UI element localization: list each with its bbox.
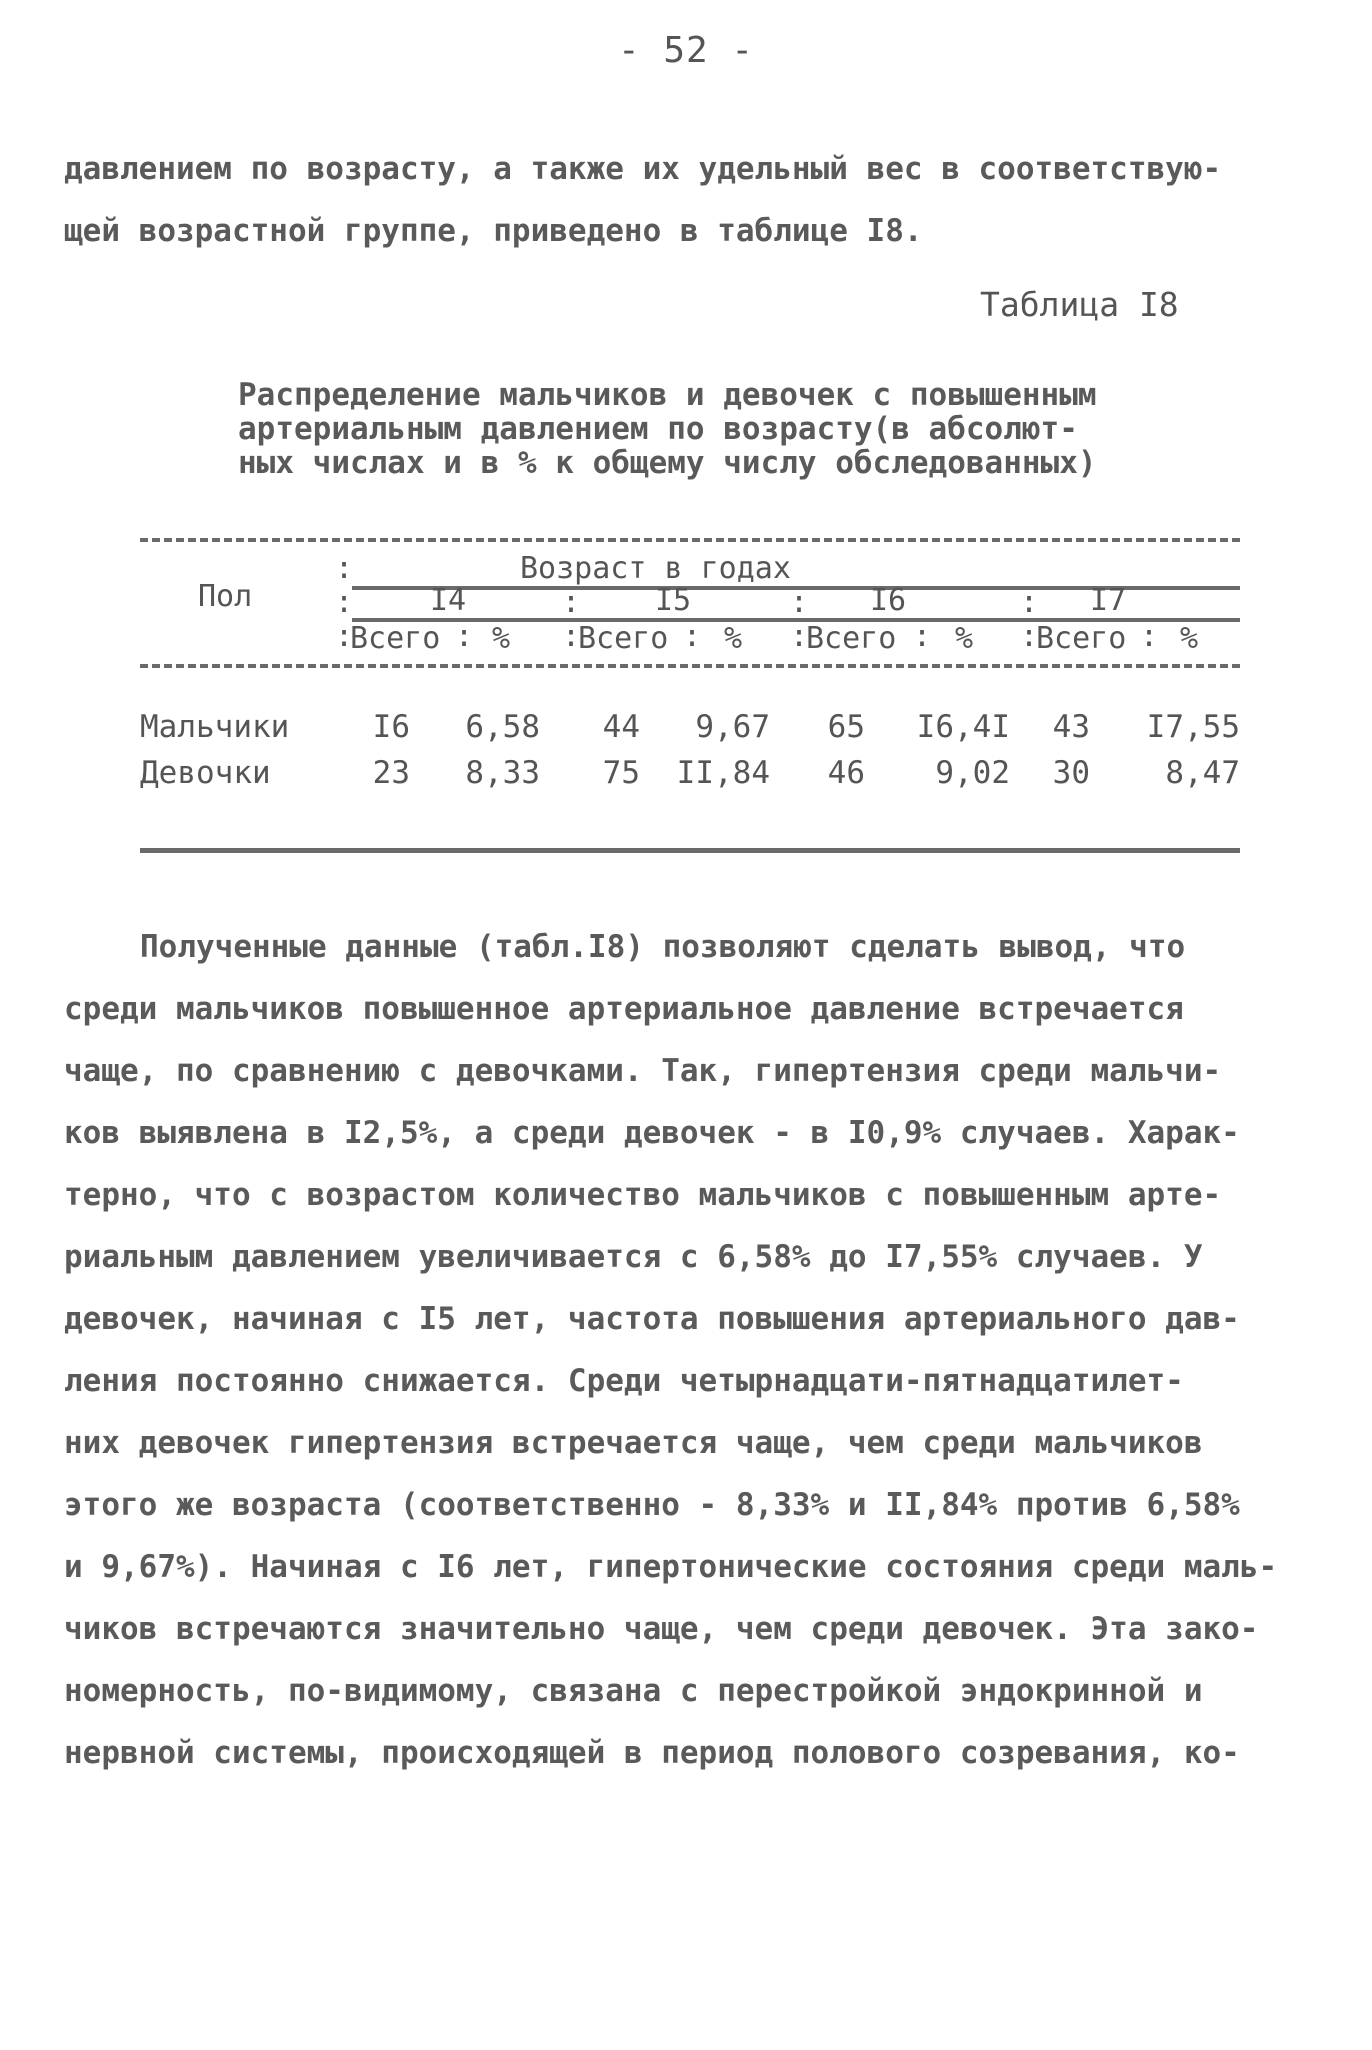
- table-cell: 23: [372, 755, 410, 791]
- body-line: этого же возраста (соответственно - 8,33% и II,84% против 6,58%: [64, 1487, 1240, 1523]
- table-cell: I6: [372, 709, 410, 745]
- header-bottom-rule: [140, 664, 1240, 668]
- subheader-total: Всего: [578, 621, 669, 656]
- group-header: Возраст в годах: [520, 551, 791, 586]
- body-line: нервной системы, происходящей в период полового созревания, ко-: [64, 1735, 1240, 1771]
- table-top-rule: [140, 538, 1240, 542]
- age-header-17: I7: [1090, 583, 1127, 618]
- table-cell: 9,67: [695, 709, 770, 745]
- table-label: Таблица I8: [980, 285, 1179, 324]
- subheader-total: Всего: [806, 621, 897, 656]
- table-cell: I6,4I: [916, 709, 1010, 745]
- subheader-pct: %: [492, 621, 511, 656]
- column-separator: :: [1140, 619, 1159, 654]
- table-cell: 75: [602, 755, 640, 791]
- row-label-boys: Мальчики: [140, 709, 290, 745]
- column-separator: :: [1020, 585, 1039, 620]
- intro-line: щей возрастной группе, приведено в таблице I8.: [64, 213, 923, 249]
- body-line: среди мальчиков повышенное артериальное давление встречается: [64, 991, 1184, 1027]
- body-line: чаще, по сравнению с девочками. Так, гипертензия среди мальчи-: [64, 1053, 1222, 1089]
- body-line: риальным давлением увеличивается с 6,58% до I7,55% случаев. У: [64, 1239, 1203, 1275]
- subheader-pct: %: [724, 621, 743, 656]
- column-separator: :: [790, 619, 809, 654]
- column-separator: :: [562, 619, 581, 654]
- body-line: ления постоянно снижается. Среди четырнадцати-пятнадцатилет-: [64, 1363, 1184, 1399]
- age-header-15: I5: [655, 583, 692, 618]
- column-separator: :: [1020, 619, 1039, 654]
- body-line: номерность, по-видимому, связана с перестройкой эндокринной и: [64, 1673, 1203, 1709]
- page-number: - 52 -: [617, 30, 755, 71]
- table-cell: I7,55: [1146, 709, 1240, 745]
- body-line: Полученные данные (табл.I8) позволяют сделать вывод, что: [140, 929, 1186, 965]
- table-cell: 8,33: [465, 755, 540, 791]
- table-cell: 65: [827, 709, 865, 745]
- body-line: и 9,67%). Начиная с I6 лет, гипертонические состояния среди маль-: [64, 1549, 1278, 1585]
- row-label-girls: Девочки: [140, 755, 271, 791]
- column-separator: :: [335, 551, 354, 586]
- caption-line: Распределение мальчиков и девочек с повышенным: [238, 377, 1097, 413]
- table-cell: 6,58: [465, 709, 540, 745]
- subheader-pct: %: [1180, 621, 1199, 656]
- caption-line: ных числах и в % к общему числу обследованных): [238, 445, 1097, 481]
- table-bottom-rule: [140, 848, 1240, 853]
- table-cell: 8,47: [1165, 755, 1240, 791]
- table-cell: 44: [602, 709, 640, 745]
- column-separator: :: [455, 619, 474, 654]
- body-line: терно, что с возрастом количество мальчиков с повышенным арте-: [64, 1177, 1222, 1213]
- body-line: них девочек гипертензия встречается чаще, чем среди мальчиков: [64, 1425, 1203, 1461]
- column-separator: :: [683, 619, 702, 654]
- intro-line: давлением по возрасту, а также их удельный вес в соответствую-: [64, 151, 1222, 187]
- age-header-14: I4: [430, 583, 467, 618]
- body-line: ков выявлена в I2,5%, а среди девочек - в I0,9% случаев. Харак-: [64, 1115, 1240, 1151]
- age-header-16: I6: [870, 583, 907, 618]
- table-cell: II,84: [676, 755, 770, 791]
- intro-paragraph: [64, 138, 1304, 262]
- table-cell: 9,02: [935, 755, 1010, 791]
- table-cell: 43: [1052, 709, 1090, 745]
- subheader-total: Всего: [1036, 621, 1127, 656]
- body-paragraph: [64, 916, 1304, 1784]
- column-separator: :: [913, 619, 932, 654]
- row-header: Пол: [198, 579, 253, 614]
- caption-line: артериальным давлением по возрасту(в абсолют-: [238, 411, 1078, 447]
- subheader-pct: %: [955, 621, 974, 656]
- column-separator: :: [335, 585, 354, 620]
- column-separator: :: [790, 585, 809, 620]
- subheader-total: Всего: [350, 621, 441, 656]
- body-line: девочек, начиная с I5 лет, частота повышения артериального дав-: [64, 1301, 1240, 1337]
- column-separator: :: [562, 585, 581, 620]
- body-line: чиков встречаются значительно чаще, чем среди девочек. Эта зако-: [64, 1611, 1259, 1647]
- column-separator: :: [335, 619, 354, 654]
- table-cell: 30: [1052, 755, 1090, 791]
- table-cell: 46: [827, 755, 865, 791]
- table-caption: [238, 378, 1138, 480]
